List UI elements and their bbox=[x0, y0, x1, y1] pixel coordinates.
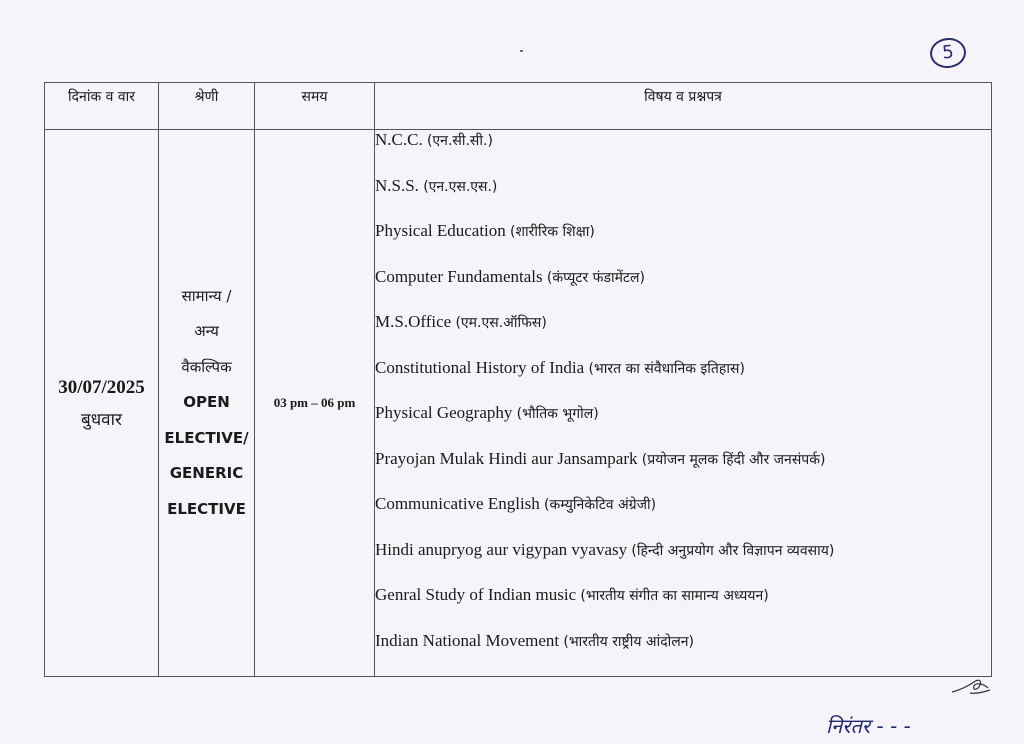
subject-hi: (शारीरिक शिक्षा) bbox=[510, 224, 595, 240]
list-item bbox=[375, 130, 991, 176]
subject-hi: (एन.सी.सी.) bbox=[426, 133, 493, 149]
list-item bbox=[375, 494, 991, 540]
subject-hi: (भारतीय राष्ट्रीय आंदोलन) bbox=[563, 633, 695, 650]
list-item bbox=[375, 540, 991, 586]
exam-time: 03 pm – 06 pm bbox=[273, 395, 356, 410]
subject-hi: (कंप्यूटर फंडामेंटल) bbox=[546, 269, 645, 286]
subject-en: Constitutional History of India bbox=[375, 357, 585, 377]
subject-hi: (भारतीय संगीत का सामान्य अध्ययन) bbox=[580, 588, 769, 604]
subject-en: Prayojan Mulak Hindi aur Jansampark bbox=[375, 448, 638, 468]
header-subjects: विषय व प्रश्नपत्र bbox=[375, 83, 992, 130]
exam-weekday: बुधवार bbox=[81, 409, 122, 430]
header-category: श्रेणी bbox=[159, 83, 255, 130]
subject-hi: (प्रयोजन मूलक हिंदी और जनसंपर्क) bbox=[641, 451, 826, 468]
category-line: अन्य bbox=[194, 322, 219, 341]
category-line: वैकल्पिक bbox=[181, 357, 232, 376]
scan-speck bbox=[520, 50, 523, 52]
category-line: ELECTIVE bbox=[167, 499, 246, 518]
subject-hi: (एम.एस.ऑफिस) bbox=[455, 315, 547, 331]
subject-hi: (भौतिक भूगोल) bbox=[516, 406, 599, 422]
list-item bbox=[375, 267, 991, 313]
list-item bbox=[375, 358, 991, 404]
header-time: समय bbox=[255, 83, 375, 130]
subject-en: N.S.S. bbox=[375, 175, 419, 195]
list-item bbox=[375, 631, 991, 677]
category-line: ELECTIVE/ bbox=[164, 428, 249, 447]
category-cell bbox=[159, 130, 255, 677]
category-line: सामान्य / bbox=[181, 286, 232, 305]
list-item bbox=[375, 176, 991, 222]
page-number: 5 bbox=[941, 41, 955, 64]
subject-en: Genral Study of Indian music bbox=[375, 585, 577, 604]
subject-en: N.C.C. bbox=[375, 130, 423, 149]
category-line: GENERIC bbox=[169, 464, 244, 483]
page-number-circle bbox=[929, 36, 968, 70]
subject-en: M.S.Office bbox=[375, 312, 452, 331]
subject-en: Hindi anupryog aur vigypan vyavasy bbox=[375, 539, 628, 559]
header-date: दिनांक व वार bbox=[45, 83, 159, 130]
handwritten-note: निरंतर - - - bbox=[826, 714, 911, 738]
subjects-cell bbox=[375, 130, 992, 677]
subject-hi: (कम्युनिकेटिव अंग्रेजी) bbox=[544, 497, 657, 513]
table-row bbox=[45, 130, 992, 677]
subject-hi: (हिन्दी अनुप्रयोग और विज्ञापन व्यवसाय) bbox=[631, 542, 835, 559]
exam-schedule-table bbox=[44, 82, 992, 677]
list-item bbox=[375, 312, 991, 358]
list-item bbox=[375, 221, 991, 267]
subject-hi: (एन.एस.एस.) bbox=[423, 178, 498, 195]
subject-en: Communicative English bbox=[375, 494, 540, 513]
signature-scribble bbox=[950, 676, 992, 698]
list-item bbox=[375, 403, 991, 449]
list-item bbox=[375, 585, 991, 631]
date-cell bbox=[45, 130, 159, 677]
subject-en: Indian National Movement bbox=[375, 630, 560, 650]
subject-en: Physical Education bbox=[375, 221, 506, 240]
list-item bbox=[375, 449, 991, 495]
subject-en: Physical Geography bbox=[375, 403, 513, 422]
category-line: OPEN bbox=[183, 393, 230, 412]
subject-list bbox=[375, 130, 991, 676]
exam-date: 30/07/2025 bbox=[58, 376, 145, 398]
time-cell bbox=[255, 130, 375, 677]
subject-hi: (भारत का संवैधानिक इतिहास) bbox=[588, 360, 745, 377]
subject-en: Computer Fundamentals bbox=[375, 266, 543, 286]
table-header-row bbox=[45, 83, 992, 130]
